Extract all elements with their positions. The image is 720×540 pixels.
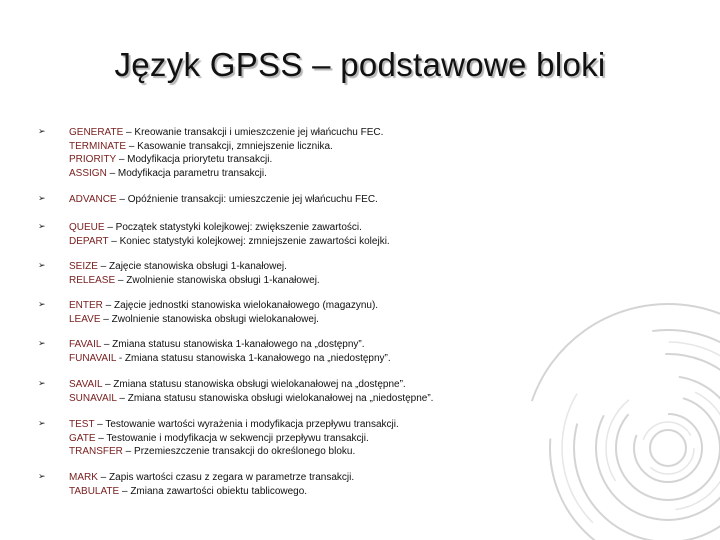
slide-title: Język GPSS – podstawowe bloki <box>114 46 606 83</box>
list-line: PRIORITY – Modyfikacja priorytetu transakcji. <box>69 154 273 166</box>
list-line: QUEUE – Początek statystyki kolejkowej: zwiększenie zawartości. <box>69 222 362 233</box>
list-line: DEPART – Koniec statystyki kolejkowej: zmniejszenie zawartości kolejki. <box>69 235 390 247</box>
arrowhead-bullet-icon: ➢ <box>38 339 46 349</box>
list-line: GATE – Testowanie i modyfikacja w sekwencji przepływu transakcji. <box>69 432 369 444</box>
list-line: SUNAVAIL – Zmiana statusu stanowiska obsługi wielokanałowej na „niedostępne”. <box>69 392 434 404</box>
list-line: TEST – Testowanie wartości wyrażenia i modyfikacja przepływu transakcji. <box>69 419 399 430</box>
list-line: TRANSFER – Przemieszczenie transakcji do określonego bloku. <box>69 446 356 458</box>
list-line: FAVAIL – Zmiana statusu stanowiska 1-kanałowego na „dostępny”. <box>69 339 365 350</box>
list-line: RELEASE – Zwolnienie stanowiska obsługi 1-kanałowej. <box>69 274 320 286</box>
list-line: GENERATE – Kreowanie transakcji i umieszczenie jej włańcuchu FEC. <box>69 127 384 138</box>
list-line: LEAVE – Zwolnienie stanowiska obsługi wielokanałowej. <box>69 313 319 325</box>
arrowhead-bullet-icon: ➢ <box>38 222 46 232</box>
list-line: FUNAVAIL - Zmiana statusu stanowiska 1-kanałowego na „niedostępny”. <box>69 352 391 364</box>
list-line: SAVAIL – Zmiana statusu stanowiska obsługi wielokanałowej na „dostępne”. <box>69 379 406 390</box>
list-line: SEIZE – Zajęcie stanowiska obsługi 1-kanałowej. <box>69 261 287 272</box>
list-line: ADVANCE – Opóźnienie transakcji: umieszczenie jej włańcuchu FEC. <box>69 194 378 205</box>
list-line: ENTER – Zajęcie jednostki stanowiska wielokanałowego (magazynu). <box>69 300 379 311</box>
arrowhead-bullet-icon: ➢ <box>38 419 46 429</box>
arrowhead-bullet-icon: ➢ <box>38 194 46 204</box>
list-line: TABULATE – Zmiana zawartości obiektu tablicowego. <box>69 485 308 497</box>
arrowhead-bullet-icon: ➢ <box>38 261 46 271</box>
arrowhead-bullet-icon: ➢ <box>38 379 46 389</box>
arrowhead-bullet-icon: ➢ <box>38 472 46 482</box>
list-line: MARK – Zapis wartości czasu z zegara w parametrze transakcji. <box>69 472 355 483</box>
list-line: TERMINATE – Kasowanie transakcji, zmniejszenie licznika. <box>69 140 333 152</box>
arrowhead-bullet-icon: ➢ <box>38 127 46 137</box>
list-line: ASSIGN – Modyfikacja parametru transakcji. <box>69 167 267 179</box>
arrowhead-bullet-icon: ➢ <box>38 300 46 310</box>
